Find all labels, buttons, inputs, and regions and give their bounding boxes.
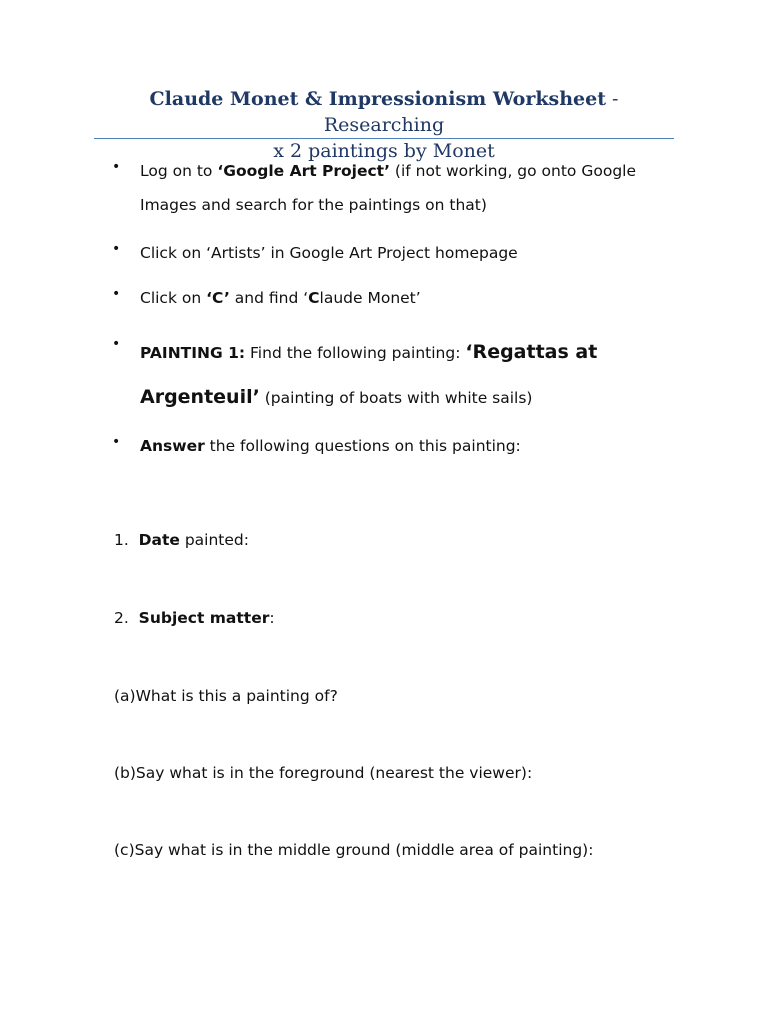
title-regular-line2: x 2 paintings by Monet <box>273 140 495 162</box>
bullet-answer-text <box>140 429 680 463</box>
bullet-artists-text: Click on ‘Artists’ in Google Art Project homepage <box>140 244 518 262</box>
bullet-dot-icon: • <box>112 241 121 257</box>
claude-initial: C <box>308 289 320 307</box>
date-post: painted: <box>179 531 249 549</box>
painting-1-pre: Find the following painting: <box>245 344 466 362</box>
question-c: (c)Say what is in the middle ground (middle area of painting): <box>114 841 594 859</box>
title-separator: - <box>605 88 619 110</box>
painting-title-part2: Argenteuil’ <box>140 386 260 408</box>
bullet-find-monet-pre: Click on <box>140 289 207 307</box>
bullet-log-on-pre: Log on to <box>140 162 218 180</box>
bullet-log-on-post: (if not working, go onto Google <box>389 162 636 180</box>
bullet-log-on-line2: Images and search for the paintings on that) <box>140 196 487 214</box>
bullet-find-monet-post: laude Monet’ <box>319 289 421 307</box>
bullet-log-on-text <box>140 154 680 222</box>
bullet-dot-icon: • <box>112 336 121 352</box>
question-number: 2. <box>114 609 129 627</box>
worksheet-title <box>94 86 674 164</box>
bullet-dot-icon: • <box>112 159 121 175</box>
title-regular-line1: Researching <box>323 114 445 136</box>
question-b: (b)Say what is in the foreground (nearest the viewer): <box>114 764 533 782</box>
painting-1-description: (painting of boats with white sails) <box>259 389 533 407</box>
title-bold-part: Claude Monet & Impressionism Worksheet <box>149 88 606 110</box>
letter-c-label: ‘C’ <box>206 289 230 307</box>
question-number: 1. <box>114 531 129 549</box>
subject-matter-label: Subject matter <box>138 609 270 627</box>
bullet-dot-icon: • <box>112 434 121 450</box>
painting-title-part1: ‘Regattas at <box>465 341 598 363</box>
question-date-painted <box>114 528 694 552</box>
bullet-find-monet-mid: and find ‘ <box>229 289 309 307</box>
answer-label: Answer <box>140 437 205 455</box>
question-a: (a)What is this a painting of? <box>114 687 338 705</box>
bullet-find-monet-text <box>140 281 680 315</box>
painting-1-label: PAINTING 1: <box>140 344 246 362</box>
subject-matter-post: : <box>269 609 275 627</box>
google-art-project-label: ‘Google Art Project’ <box>217 162 390 180</box>
answer-post: the following questions on this painting: <box>204 437 521 455</box>
title-divider <box>94 138 674 139</box>
bullet-dot-icon: • <box>112 286 121 302</box>
question-subject-matter <box>114 606 694 630</box>
date-label: Date <box>138 531 180 549</box>
bullet-painting-1-text <box>140 330 680 420</box>
